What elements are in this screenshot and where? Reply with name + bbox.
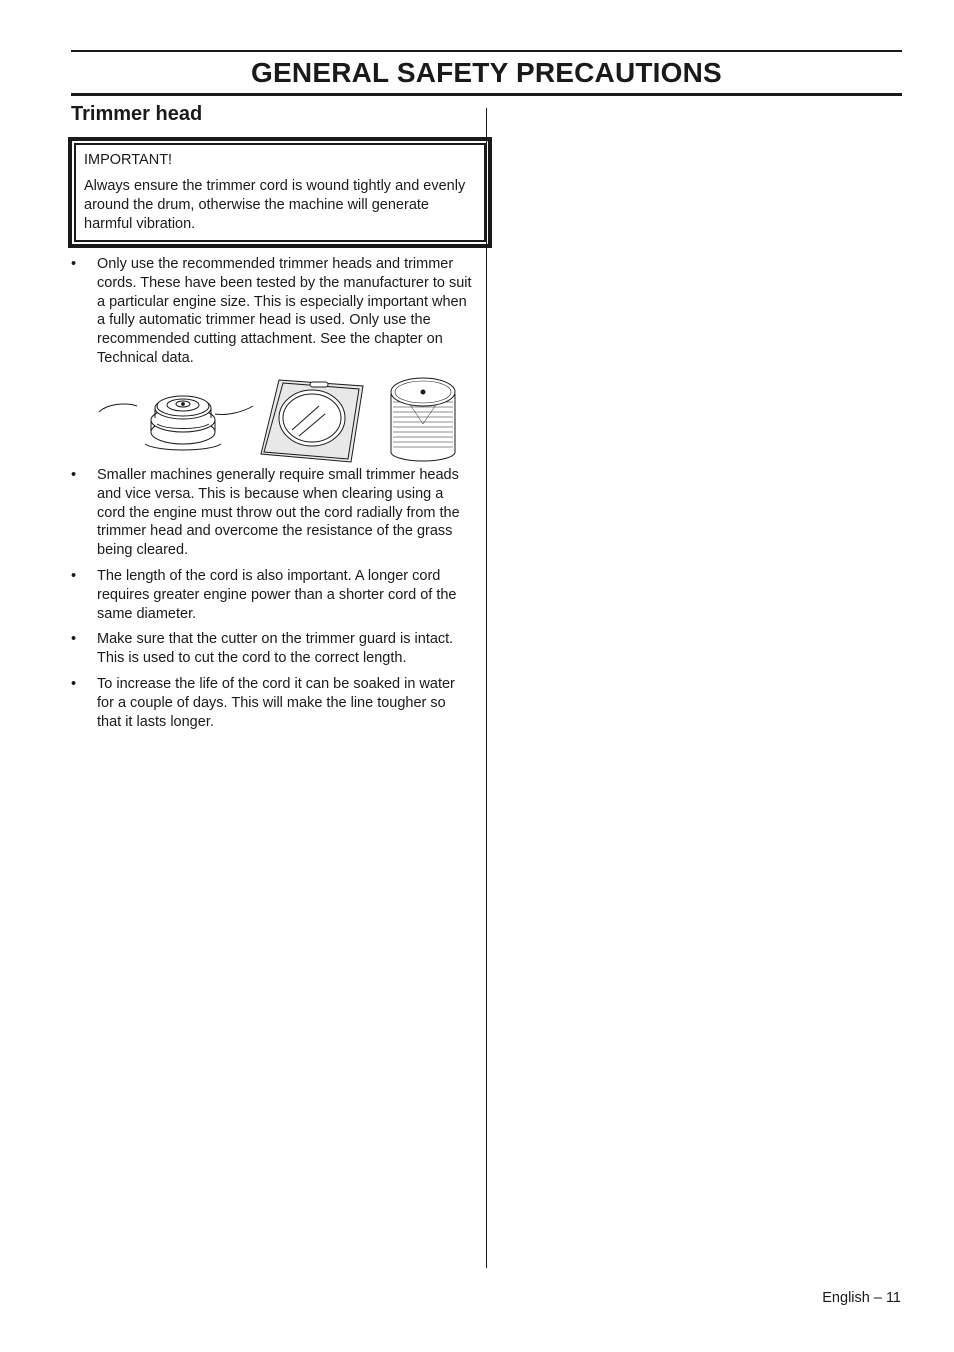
bullet-glyph: • [71, 256, 77, 272]
cord-package-icon [261, 380, 363, 462]
bullet-glyph: • [71, 467, 77, 483]
list-item-text: Smaller machines generally require small trimmer heads and vice versa. This is because when clearing using a cord the engine must throw out the cord radially from the trimmer head and overcome the resistance of the grass being cleared. [97, 467, 460, 559]
list-item [71, 255, 473, 368]
bullet-list-bottom [71, 466, 473, 738]
header-rule-bottom [71, 93, 902, 96]
page-footer: English – 11 [822, 1290, 901, 1306]
list-item-text: Make sure that the cutter on the trimmer guard is intact. This is used to cut the cord to the correct length. [97, 631, 454, 667]
list-item-text: Only use the recommended trimmer heads and trimmer cords. These have been tested by the manufacturer to suit a particular engine size. This is especially important when a fully automatic trimmer head is used. Only use the recommended cutting attachment. See the chapter on Technical data. [97, 256, 472, 366]
page-title: GENERAL SAFETY PRECAUTIONS [251, 57, 722, 88]
bullet-glyph: • [71, 631, 77, 648]
important-label: IMPORTANT! [84, 152, 173, 168]
list-item [71, 567, 473, 623]
trimmer-accessories-figure [97, 372, 467, 464]
header-rule-top [71, 50, 902, 52]
bullet-glyph: • [71, 567, 77, 584]
list-item [71, 675, 473, 731]
list-item-text: The length of the cord is also important. A longer cord requires greater engine power than a shorter cord of the same diameter. [97, 567, 457, 622]
list-item [71, 630, 473, 668]
important-text: Always ensure the trimmer cord is wound tightly and evenly around the drum, otherwise the machine will generate harmful vibration. [84, 178, 466, 232]
column-divider [486, 108, 487, 1268]
section-heading: Trimmer head [71, 103, 203, 125]
list-item-text: To increase the life of the cord it can be soaked in water for a couple of days. This will make the line tougher so that it lasts longer. [97, 675, 455, 730]
bullet-list-top [71, 255, 473, 375]
important-notice-box [68, 137, 492, 248]
trimmer-head-icon [99, 396, 253, 450]
cord-spool-icon [391, 378, 455, 461]
bullet-glyph: • [71, 675, 77, 692]
list-item [71, 466, 473, 560]
